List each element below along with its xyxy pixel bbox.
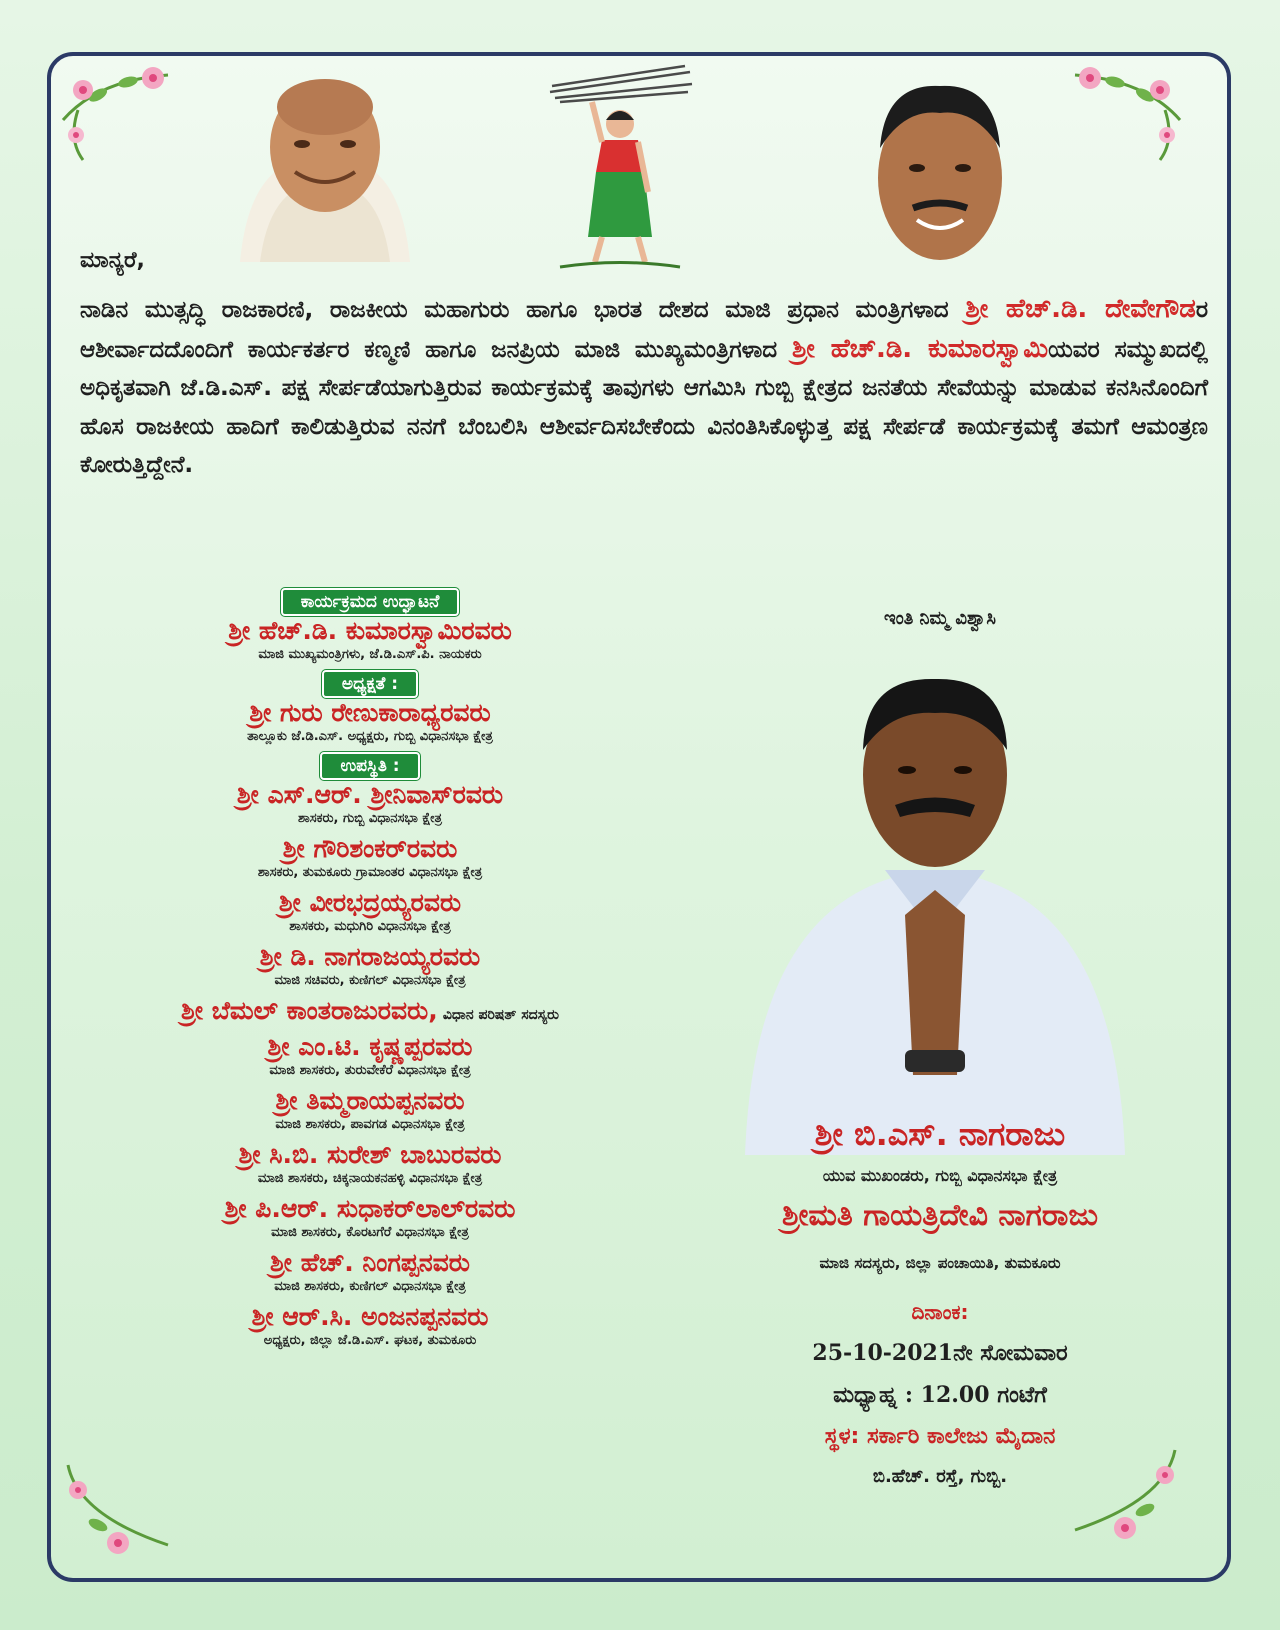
invitation-text: ನಾಡಿನ ಮುತ್ಸದ್ಧಿ ರಾಜಕಾರಣಿ, ರಾಜಕೀಯ ಮಹಾಗುರು ಹಾಗೂ ಭಾರತ ದೇಶದ ಮಾಜಿ ಪ್ರಧಾನ ಮಂತ್ರಿಗಳಾದ	[80, 297, 966, 323]
guest-desc: ಶಾಸಕರು, ಗುಬ್ಬಿ ವಿಧಾನಸಭಾ ಕ್ಷೇತ್ರ	[298, 811, 442, 826]
guest-inline-row	[70, 996, 670, 1026]
flower-decoration-icon	[1065, 1440, 1185, 1550]
inaugurator-desc: ಮಾಜಿ ಮುಖ್ಯಮಂತ್ರಿಗಳು, ಜೆ.ಡಿ.ಎಸ್.ಪಿ. ನಾಯಕರು	[258, 647, 482, 662]
guest-name: ಶ್ರೀ ಪಿ.ಆರ್. ಸುಧಾಕರ್‌ಲಾಲ್‌ರವರು	[224, 1194, 516, 1223]
flower-decoration-icon	[58, 60, 178, 170]
event-address: ಬಿ.ಹೆಚ್. ರಸ್ತೆ, ಗುಬ್ಬಿ.	[872, 1466, 1008, 1487]
host-desc: ಯುವ ಮುಖಂಡರು, ಗುಬ್ಬಿ ವಿಧಾನಸಭಾ ಕ್ಷೇತ್ರ	[822, 1166, 1058, 1185]
guest-desc: ಮಾಜಿ ಶಾಸಕರು, ಕುಣಿಗಲ್ ವಿಧಾನಸಭಾ ಕ್ಷೇತ್ರ	[274, 1279, 466, 1294]
guest-desc: ಮಾಜಿ ಸಚಿವರು, ಕುಣಿಗಲ್ ವಿಧಾನಸಭಾ ಕ್ಷೇತ್ರ	[274, 973, 466, 988]
president-name: ಶ್ರೀ ಗುರು ರೇಣುಕಾರಾಧ್ಯರವರು	[249, 698, 491, 727]
guest-name: ಶ್ರೀ ಬೆಮಲ್ ಕಾಂತರಾಜುರವರು,	[181, 996, 438, 1025]
cohost-desc: ಮಾಜಿ ಸದಸ್ಯರು, ಜಿಲ್ಲಾ ಪಂಚಾಯಿತಿ, ತುಮಕೂರು	[819, 1254, 1061, 1272]
flower-decoration-icon	[58, 1455, 178, 1565]
guest-name: ಶ್ರೀ ಎಸ್.ಆರ್. ಶ್ರೀನಿವಾಸ್‌ರವರು	[236, 780, 504, 809]
party-logo-icon	[540, 62, 700, 272]
event-date: 25-10-2021ನೇ ಸೋಮವಾರ	[812, 1340, 1068, 1366]
guest-name: ಶ್ರೀ ಆರ್.ಸಿ. ಅಂಜನಪ್ಪನವರು	[251, 1302, 489, 1331]
guest-desc: ಅಧ್ಯಕ್ಷರು, ಜಿಲ್ಲಾ ಜೆ.ಡಿ.ಎಸ್. ಘಟಕ, ತುಮಕೂರು	[263, 1333, 477, 1348]
guest-desc: ಮಾಜಿ ಶಾಸಕರು, ಕೊರಟಗೆರೆ ವಿಧಾನಸಭಾ ಕ್ಷೇತ್ರ	[271, 1225, 469, 1240]
invitation-text: ರ ಆಶೀರ್ವಾದದೊಂದಿಗೆ ಕಾರ್ಯಕರ್ತರ ಕಣ್ಮಣಿ ಹಾಗೂ ಜನಪ್ರಿಯ ಮಾಜಿ ಮುಖ್ಯಮಂತ್ರಿಗಳಾದ	[80, 297, 1208, 363]
inauguration-badge: ಕಾರ್ಯಕ್ರಮದ ಉದ್ಘಾಟನೆ	[281, 588, 460, 616]
guest-desc: ಮಾಜಿ ಶಾಸಕರು, ತುರುವೇಕೆರೆ ವಿಧಾನಸಭಾ ಕ್ಷೇತ್ರ	[269, 1063, 471, 1078]
event-venue: ಸ್ಥಳ: ಸರ್ಕಾರಿ ಕಾಲೇಜು ಮೈದಾನ	[824, 1424, 1056, 1449]
guest-desc: ಶಾಸಕರು, ಮಧುಗಿರಿ ವಿಧಾನಸಭಾ ಕ್ಷೇತ್ರ	[289, 919, 451, 934]
elder-leader-portrait	[240, 62, 410, 262]
salutation: ಮಾನ್ಯರೆ,	[80, 248, 145, 273]
highlight-name: ಶ್ರೀ ಹೆಚ್.ಡಿ. ದೇವೇಗೌಡ	[965, 294, 1196, 324]
guest-desc: ವಿಧಾನ ಪರಿಷತ್ ಸದಸ್ಯರು	[442, 1007, 559, 1023]
guest-desc: ಮಾಜಿ ಶಾಸಕರು, ಚಿಕ್ಕನಾಯಕನಹಳ್ಳಿ ವಿಧಾನಸಭಾ ಕ್ಷೇತ್ರ	[257, 1171, 483, 1186]
presence-badge: ಉಪಸ್ಥಿತಿ :	[320, 752, 419, 780]
guest-name: ಶ್ರೀ ಸಿ.ಬಿ. ಸುರೇಶ್ ಬಾಬುರವರು	[238, 1140, 502, 1169]
guest-name: ಶ್ರೀ ಎಂ.ಟಿ. ಕೃಷ್ಣಪ್ಪರವರು	[267, 1032, 473, 1061]
inaugurator-name: ಶ್ರೀ ಹೆಚ್.ಡಿ. ಕುಮಾರಸ್ವಾಮಿರವರು	[228, 616, 512, 645]
guest-name: ಶ್ರೀ ಡಿ. ನಾಗರಾಜಯ್ಯರವರು	[259, 942, 481, 971]
guest-name: ಶ್ರೀ ಹೆಚ್. ನಿಂಗಪ್ಪನವರು	[270, 1248, 470, 1277]
signoff: ಇಂತಿ ನಿಮ್ಮ ವಿಶ್ವಾಸಿ	[884, 608, 996, 629]
host-name: ಶ್ರೀ ಬಿ.ಎಸ್. ನಾಗರಾಜು	[814, 1115, 1066, 1153]
invitation-paragraph	[80, 290, 1208, 485]
presidency-badge: ಅಧ್ಯಕ್ಷತೆ :	[322, 670, 418, 698]
date-label: ದಿನಾಂಕ:	[911, 1300, 969, 1324]
program-list	[70, 588, 670, 1356]
guest-name: ಶ್ರೀ ಗೌರಿಶಂಕರ್‌ರವರು	[282, 834, 458, 863]
guest-name: ಶ್ರೀ ತಿಮ್ಮರಾಯಪ್ಪನವರು	[275, 1086, 465, 1115]
former-cm-portrait	[855, 68, 1025, 268]
host-portrait	[735, 655, 1135, 1155]
cohost-name: ಶ್ರೀಮತಿ ಗಾಯತ್ರಿದೇವಿ ನಾಗರಾಜು	[781, 1198, 1099, 1233]
president-desc: ತಾಲ್ಲೂಕು ಜೆ.ಡಿ.ಎಸ್. ಅಧ್ಯಕ್ಷರು, ಗುಬ್ಬಿ ವಿಧಾನಸಭಾ ಕ್ಷೇತ್ರ	[247, 729, 493, 744]
highlight-name: ಶ್ರೀ ಹೆಚ್.ಡಿ. ಕುಮಾರಸ್ವಾಮಿ	[791, 333, 1049, 364]
event-time: ಮಧ್ಯಾಹ್ನ : 12.00 ಗಂಟೆಗೆ	[833, 1382, 1047, 1408]
guest-desc: ಶಾಸಕರು, ತುಮಕೂರು ಗ್ರಾಮಾಂತರ ವಿಧಾನಸಭಾ ಕ್ಷೇತ್ರ	[257, 865, 483, 880]
guest-name: ಶ್ರೀ ವೀರಭದ್ರಯ್ಯರವರು	[278, 888, 462, 917]
guest-desc: ಮಾಜಿ ಶಾಸಕರು, ಪಾವಗಡ ವಿಧಾನಸಭಾ ಕ್ಷೇತ್ರ	[275, 1117, 465, 1132]
invitation-text: ಯವರ ಸಮ್ಮುಖದಲ್ಲಿ ಅಧಿಕೃತವಾಗಿ ಜೆ.ಡಿ.ಎಸ್. ಪಕ್ಷ ಸೇರ್ಪಡೆಯಾಗುತ್ತಿರುವ ಕಾರ್ಯಕ್ರಮಕ್ಕೆ ತಾವುಗಳು ಆಗಮಿಸಿ ಗುಬ್ಬಿ ಕ್ಷೇತ್ರದ ಜನತೆಯ ಸೇವೆಯನ್ನು ಮಾಡುವ ಕನಸಿನೊಂದಿಗೆ ಹೊಸ ರಾಜಕೀಯ ಹಾದಿಗೆ ಕಾಲಿಡುತ್ತಿರುವ ನನಗೆ ಬೆಂಬಲಿಸಿ ಆಶೀರ್ವದಿಸಬೇಕೆಂದು ವಿನಂತಿಸಿಕೊಳ್ಳುತ್ತ ಪಕ್ಷ ಸೇರ್ಪಡೆ ಕಾರ್ಯಕ್ರಮಕ್ಕೆ ತಮಗೆ ಆಮಂತ್ರಣ ಕೋರುತ್ತಿದ್ದೇನೆ.	[80, 336, 1209, 478]
flower-decoration-icon	[1065, 60, 1185, 170]
